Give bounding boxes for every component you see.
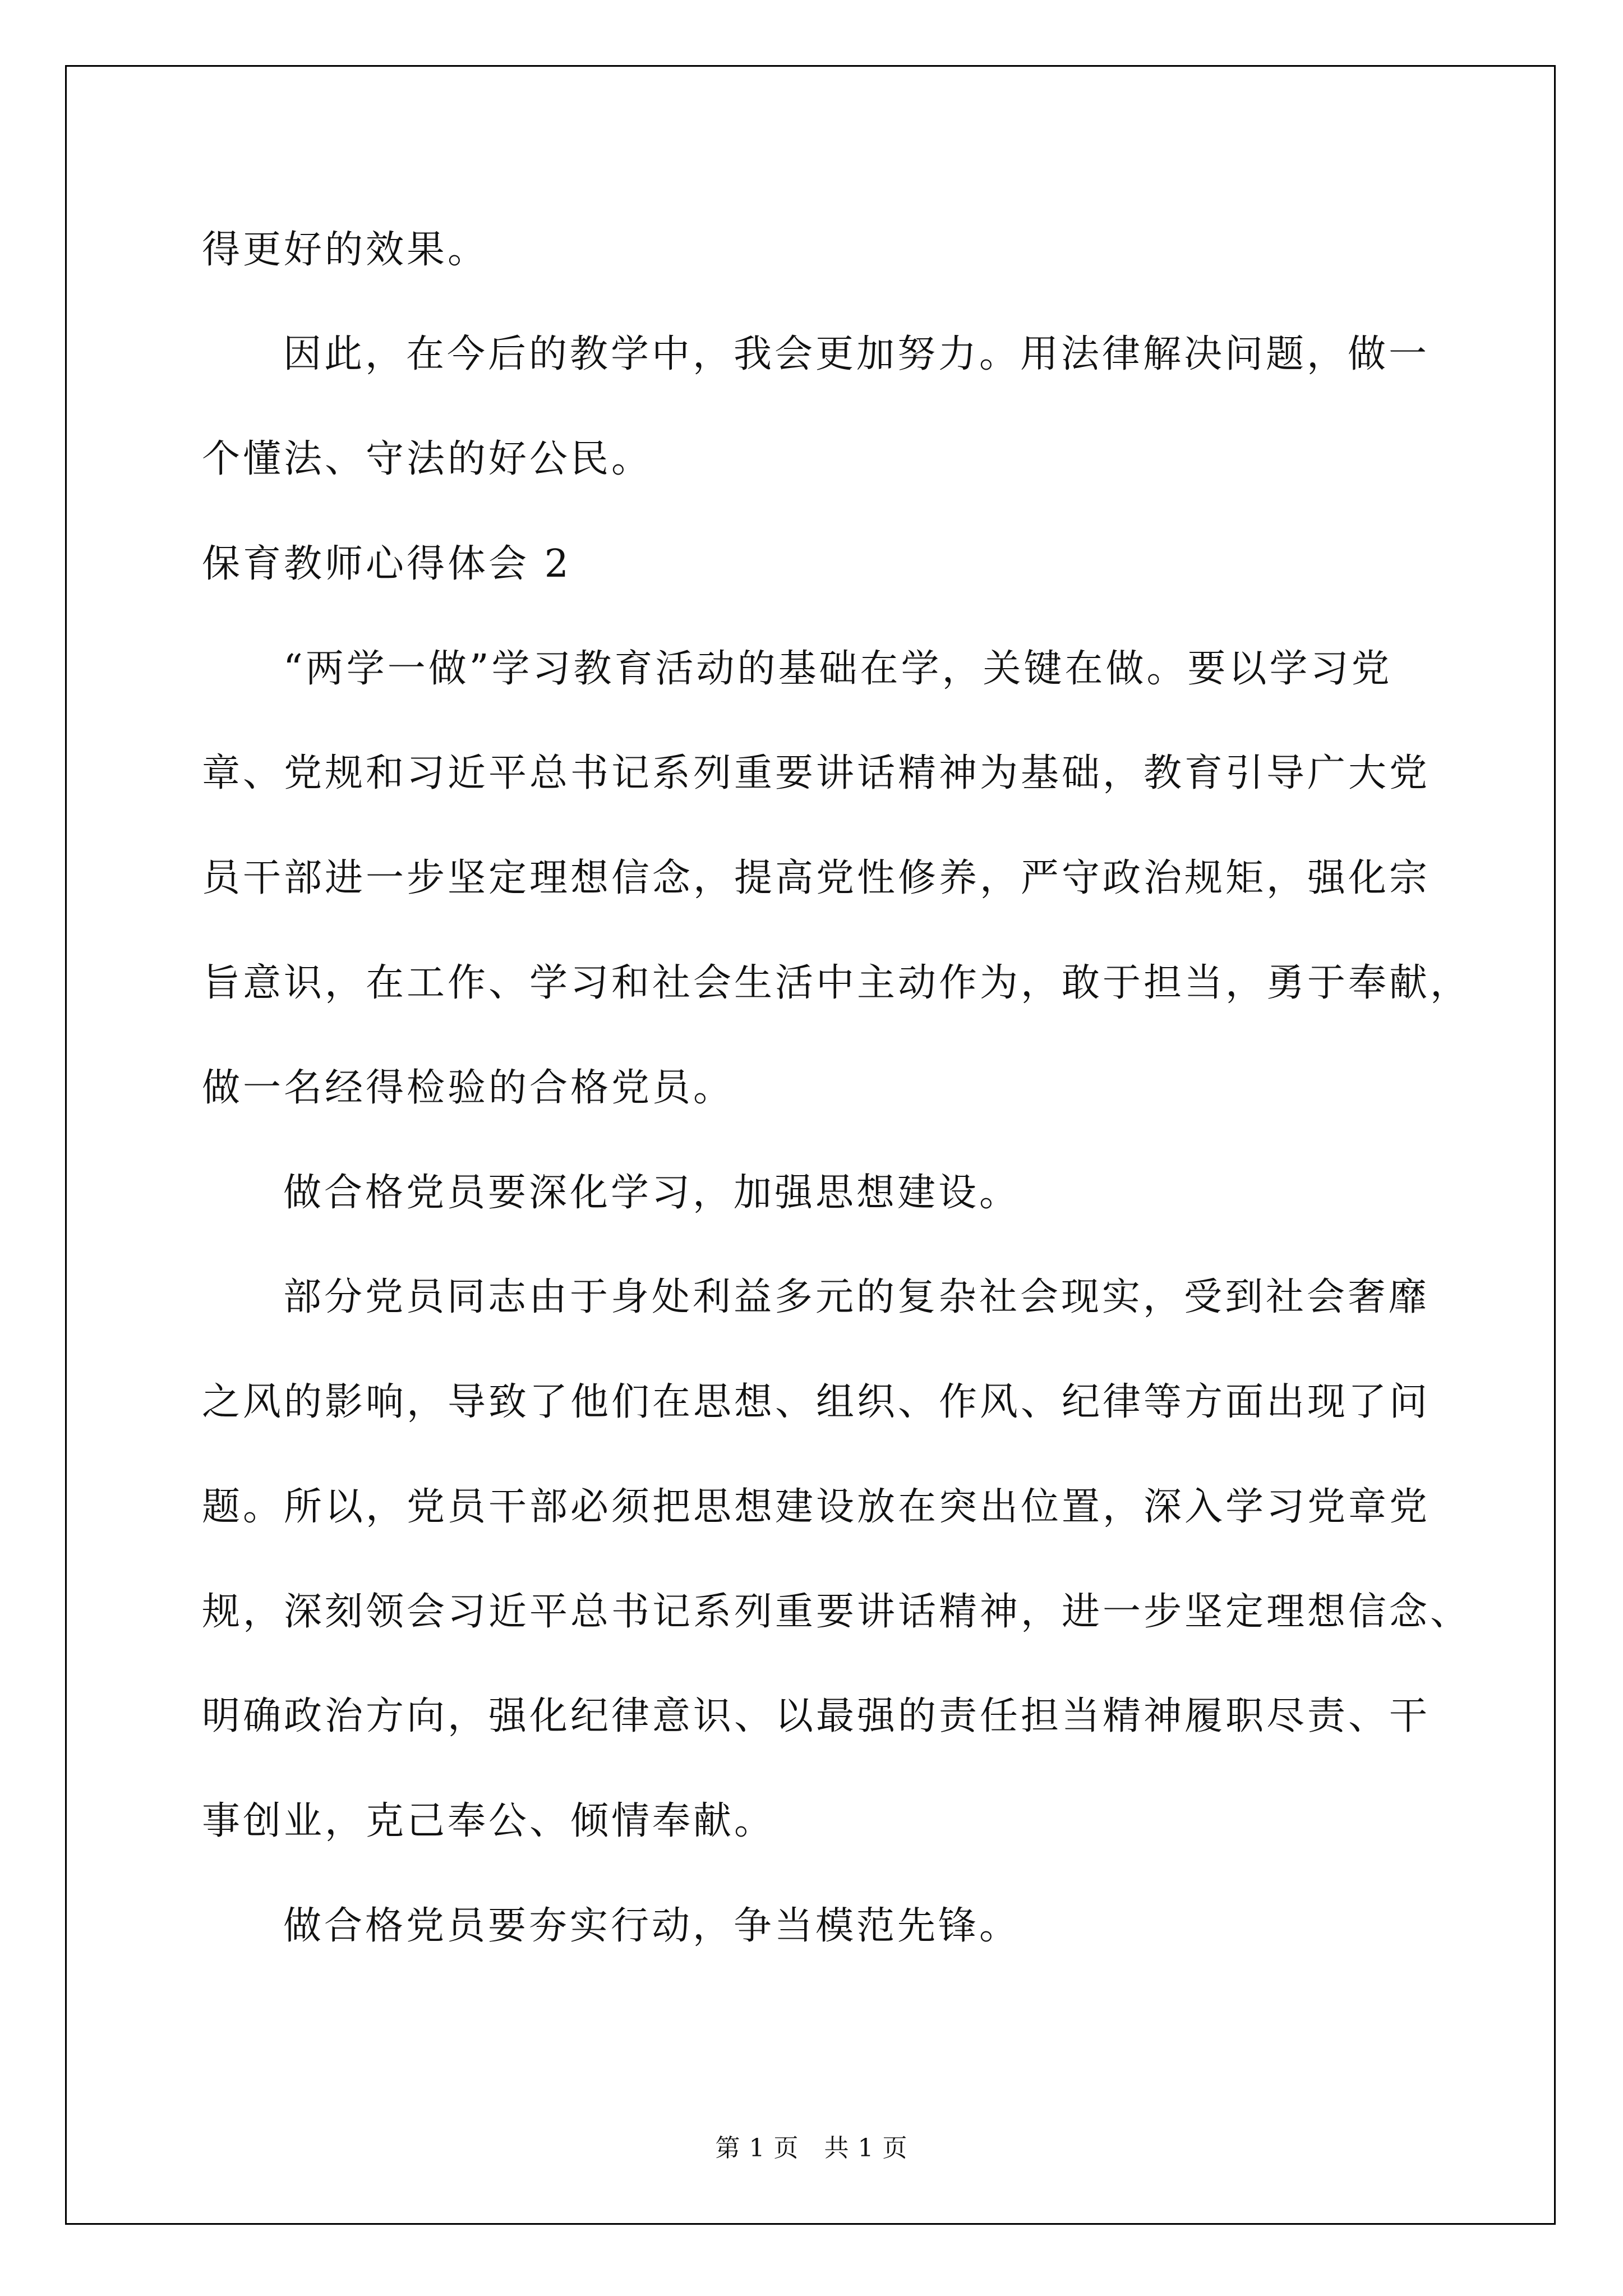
body-line: 事创业，克己奉公、倾情奉献。	[202, 1799, 776, 1843]
body-line: 规，深刻领会习近平总书记系列重要讲话精神，进一步坚定理想信念、	[202, 1590, 1472, 1634]
body-line: 因此，在今后的教学中，我会更加努力。用法律解决问题，做一	[283, 332, 1430, 376]
body-line: “两学一做”学习教育活动的基础在学，关键在做。要以学习党	[283, 647, 1393, 691]
body-line: 员干部进一步坚定理想信念，提高党性修养，严守政治规矩，强化宗	[202, 856, 1431, 900]
body-line: 题。所以，党员干部必须把思想建设放在突出位置，深入学习党章党	[202, 1485, 1431, 1529]
body-line: 明确政治方向，强化纪律意识、以最强的责任担当精神履职尽责、干	[202, 1694, 1431, 1738]
page-border	[65, 65, 1556, 2225]
body-line: 章、党规和习近平总书记系列重要讲话精神为基础，教育引导广大党	[202, 751, 1431, 795]
body-line: 得更好的效果。	[202, 228, 489, 272]
page-footer: 第 1 页 共 1 页	[715, 2134, 908, 2162]
body-line: 做合格党员要夯实行动，争当模范先锋。	[283, 1904, 1021, 1948]
body-line: 部分党员同志由于身处利益多元的复杂社会现实，受到社会奢靡	[283, 1275, 1430, 1319]
body-line: 个懂法、守法的好公民。	[202, 437, 653, 481]
body-line: 做一名经得检验的合格党员。	[202, 1066, 735, 1110]
body-line: 做合格党员要深化学习，加强思想建设。	[283, 1171, 1021, 1215]
section-heading: 保育教师心得体会 2	[202, 542, 571, 586]
body-line: 旨意识，在工作、学习和社会生活中主动作为，敢于担当，勇于奉献，	[202, 961, 1472, 1005]
body-line: 之风的影响，导致了他们在思想、组织、作风、纪律等方面出现了问	[202, 1380, 1431, 1424]
